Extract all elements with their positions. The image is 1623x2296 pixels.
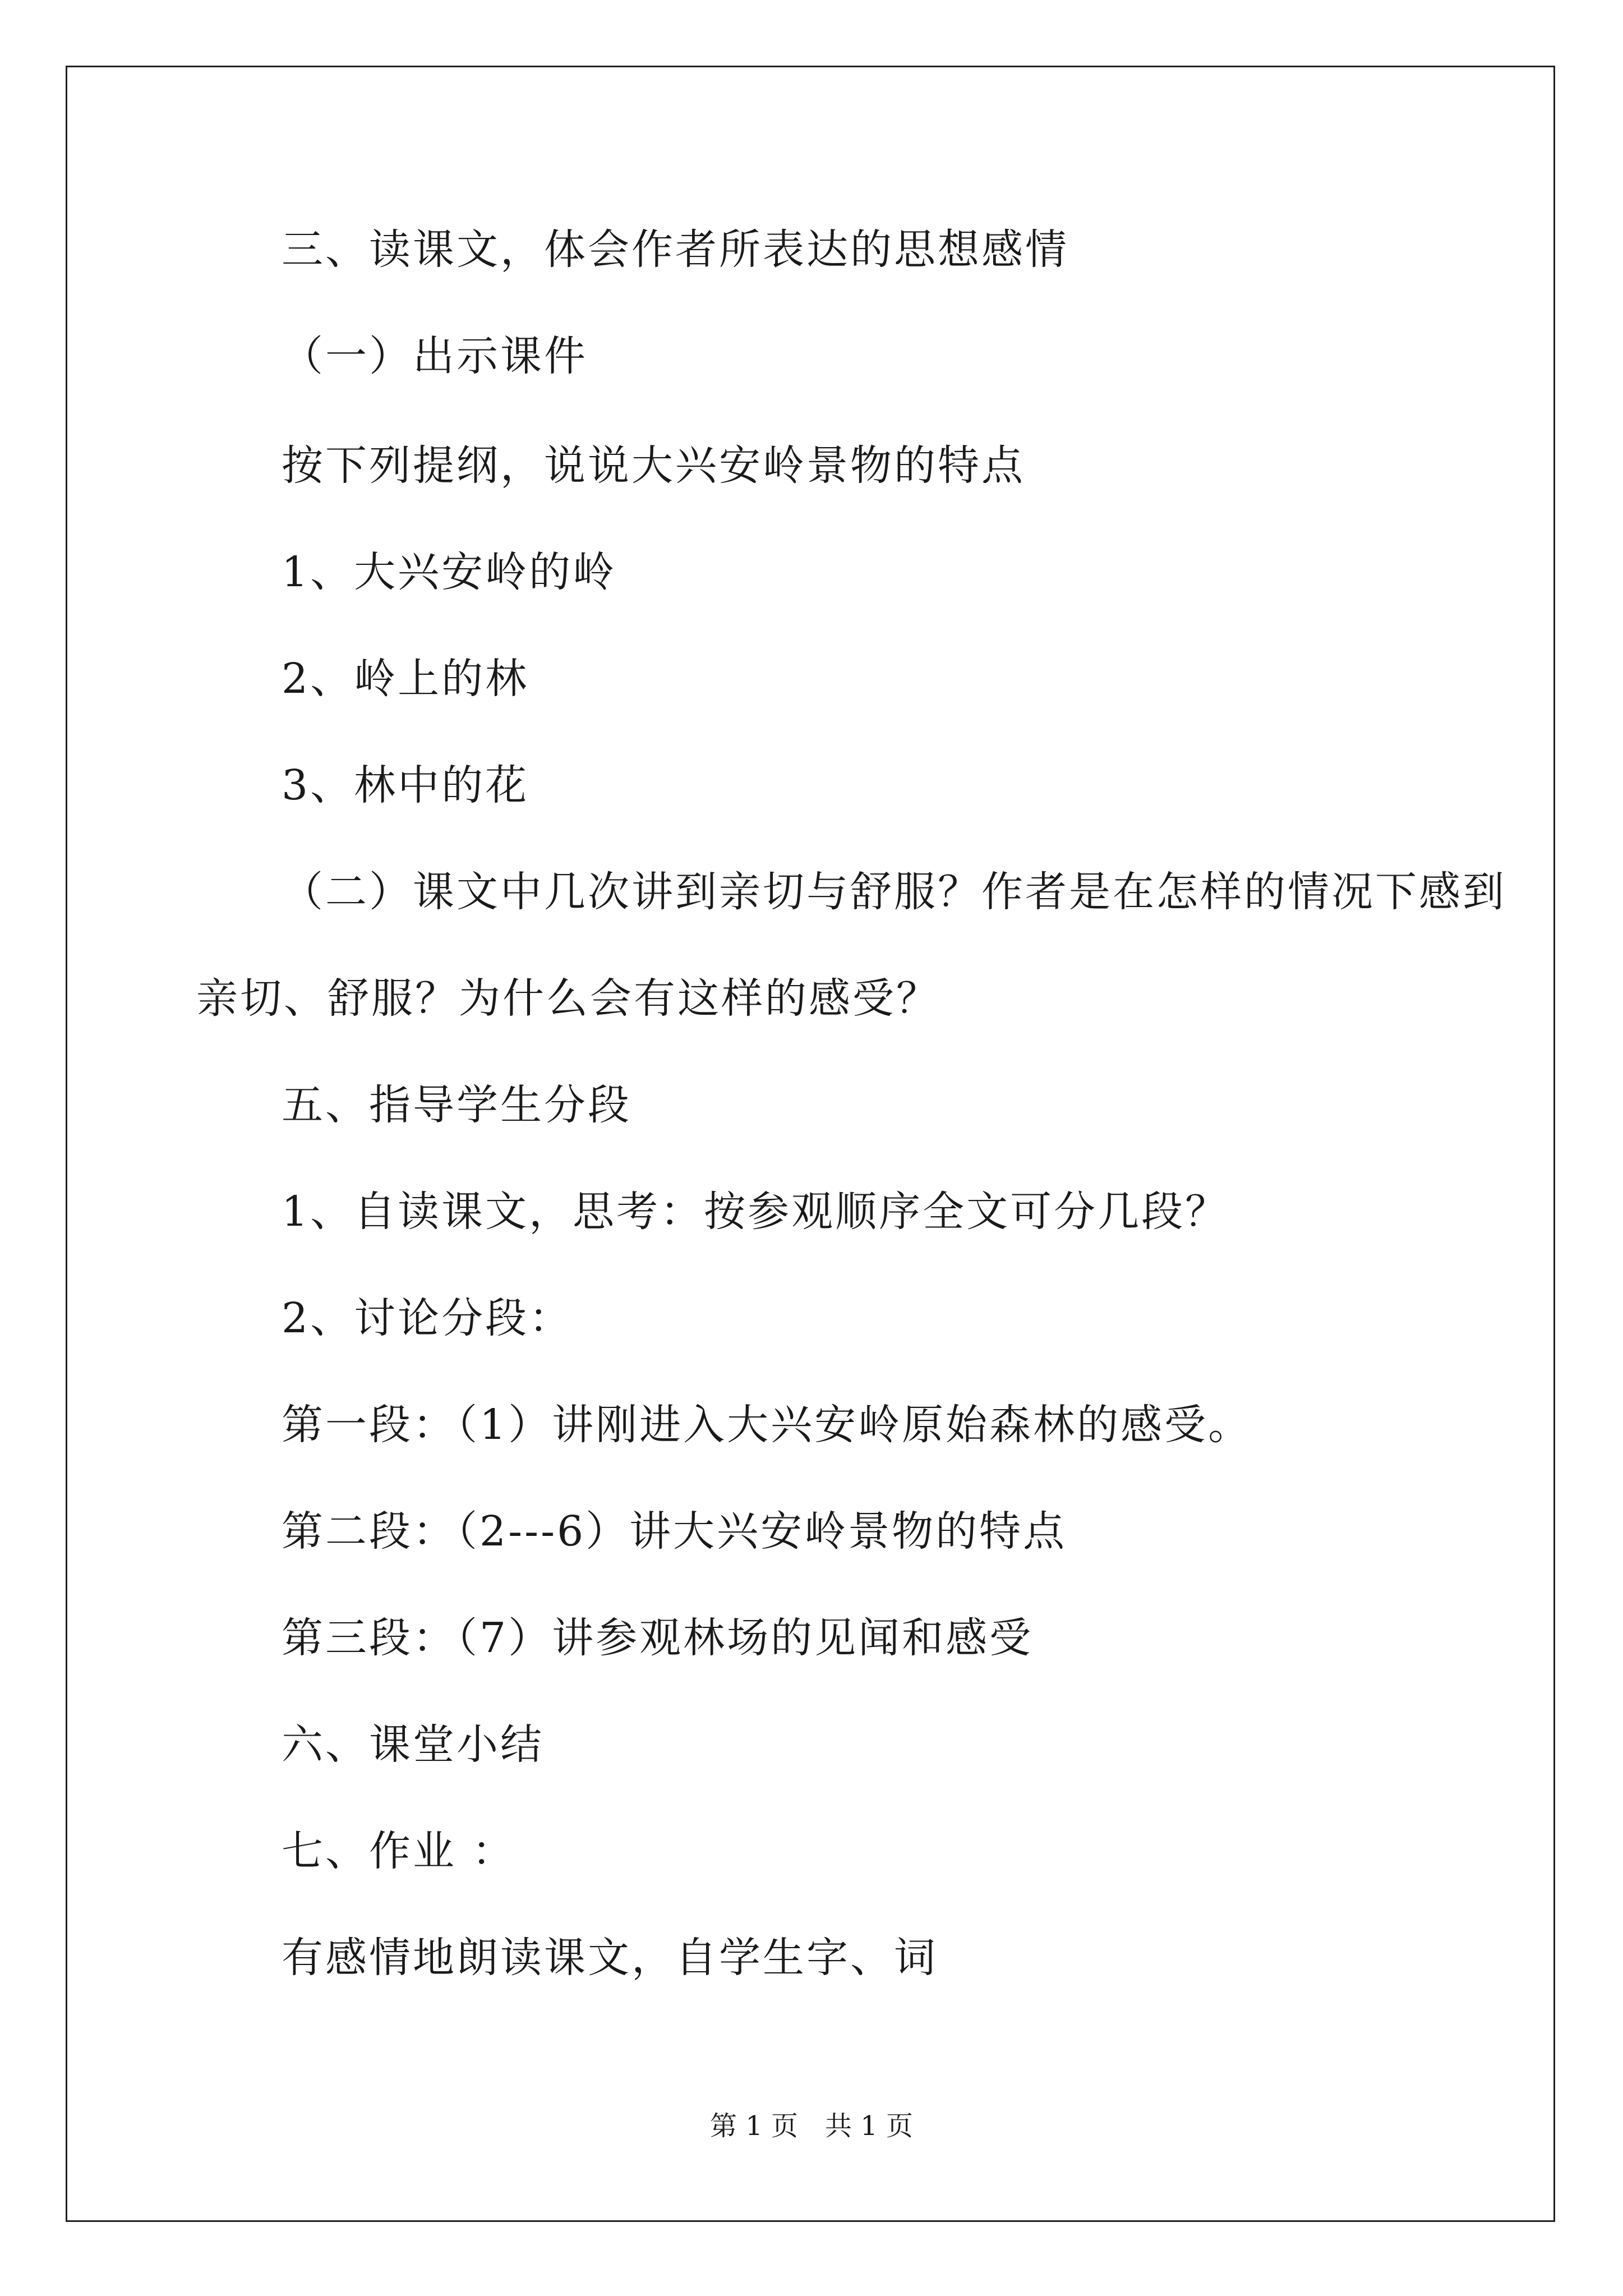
list-item-1: 1、大兴安岭的岭: [282, 548, 617, 596]
paragraph-outline-intro: 按下列提纲，说说大兴安岭景物的特点: [282, 441, 1025, 490]
subheading-2: （二）课文中几次讲到亲切与舒服？作者是在怎样的情况下感到: [282, 868, 1506, 916]
segment-1: 第一段：（1）讲刚进入大兴安岭原始森林的感受。: [282, 1401, 1252, 1449]
section-heading-7: 七、作业 ：: [282, 1827, 516, 1875]
list-item-2: 2、岭上的林: [282, 655, 529, 703]
segment-3: 第三段：（7）讲参观林场的见闻和感受: [282, 1614, 1034, 1662]
list-item-3: 3、林中的花: [282, 761, 529, 809]
page-number: 第 1 页 共 1 页: [709, 2110, 914, 2142]
section-heading-3: 三、读课文，体会作者所表达的思想感情: [282, 226, 1069, 274]
segment-2: 第二段：（2---6）讲大兴安岭景物的特点: [282, 1507, 1067, 1556]
subheading-2-continued: 亲切、舒服？为什么会有这样的感受？: [196, 974, 940, 1023]
section-heading-5: 五、指导学生分段: [282, 1081, 631, 1129]
task-item-2: 2、讨论分段：: [282, 1294, 573, 1342]
task-item-1: 1、自读课文，思考：按参观顺序全文可分几段？: [282, 1188, 1229, 1236]
section-heading-6: 六、课堂小结: [282, 1720, 544, 1769]
page-border: [66, 66, 1555, 2222]
homework-item: 有感情地朗读课文，自学生字、词: [282, 1934, 938, 1982]
subheading-1: （一）出示课件: [282, 332, 588, 380]
